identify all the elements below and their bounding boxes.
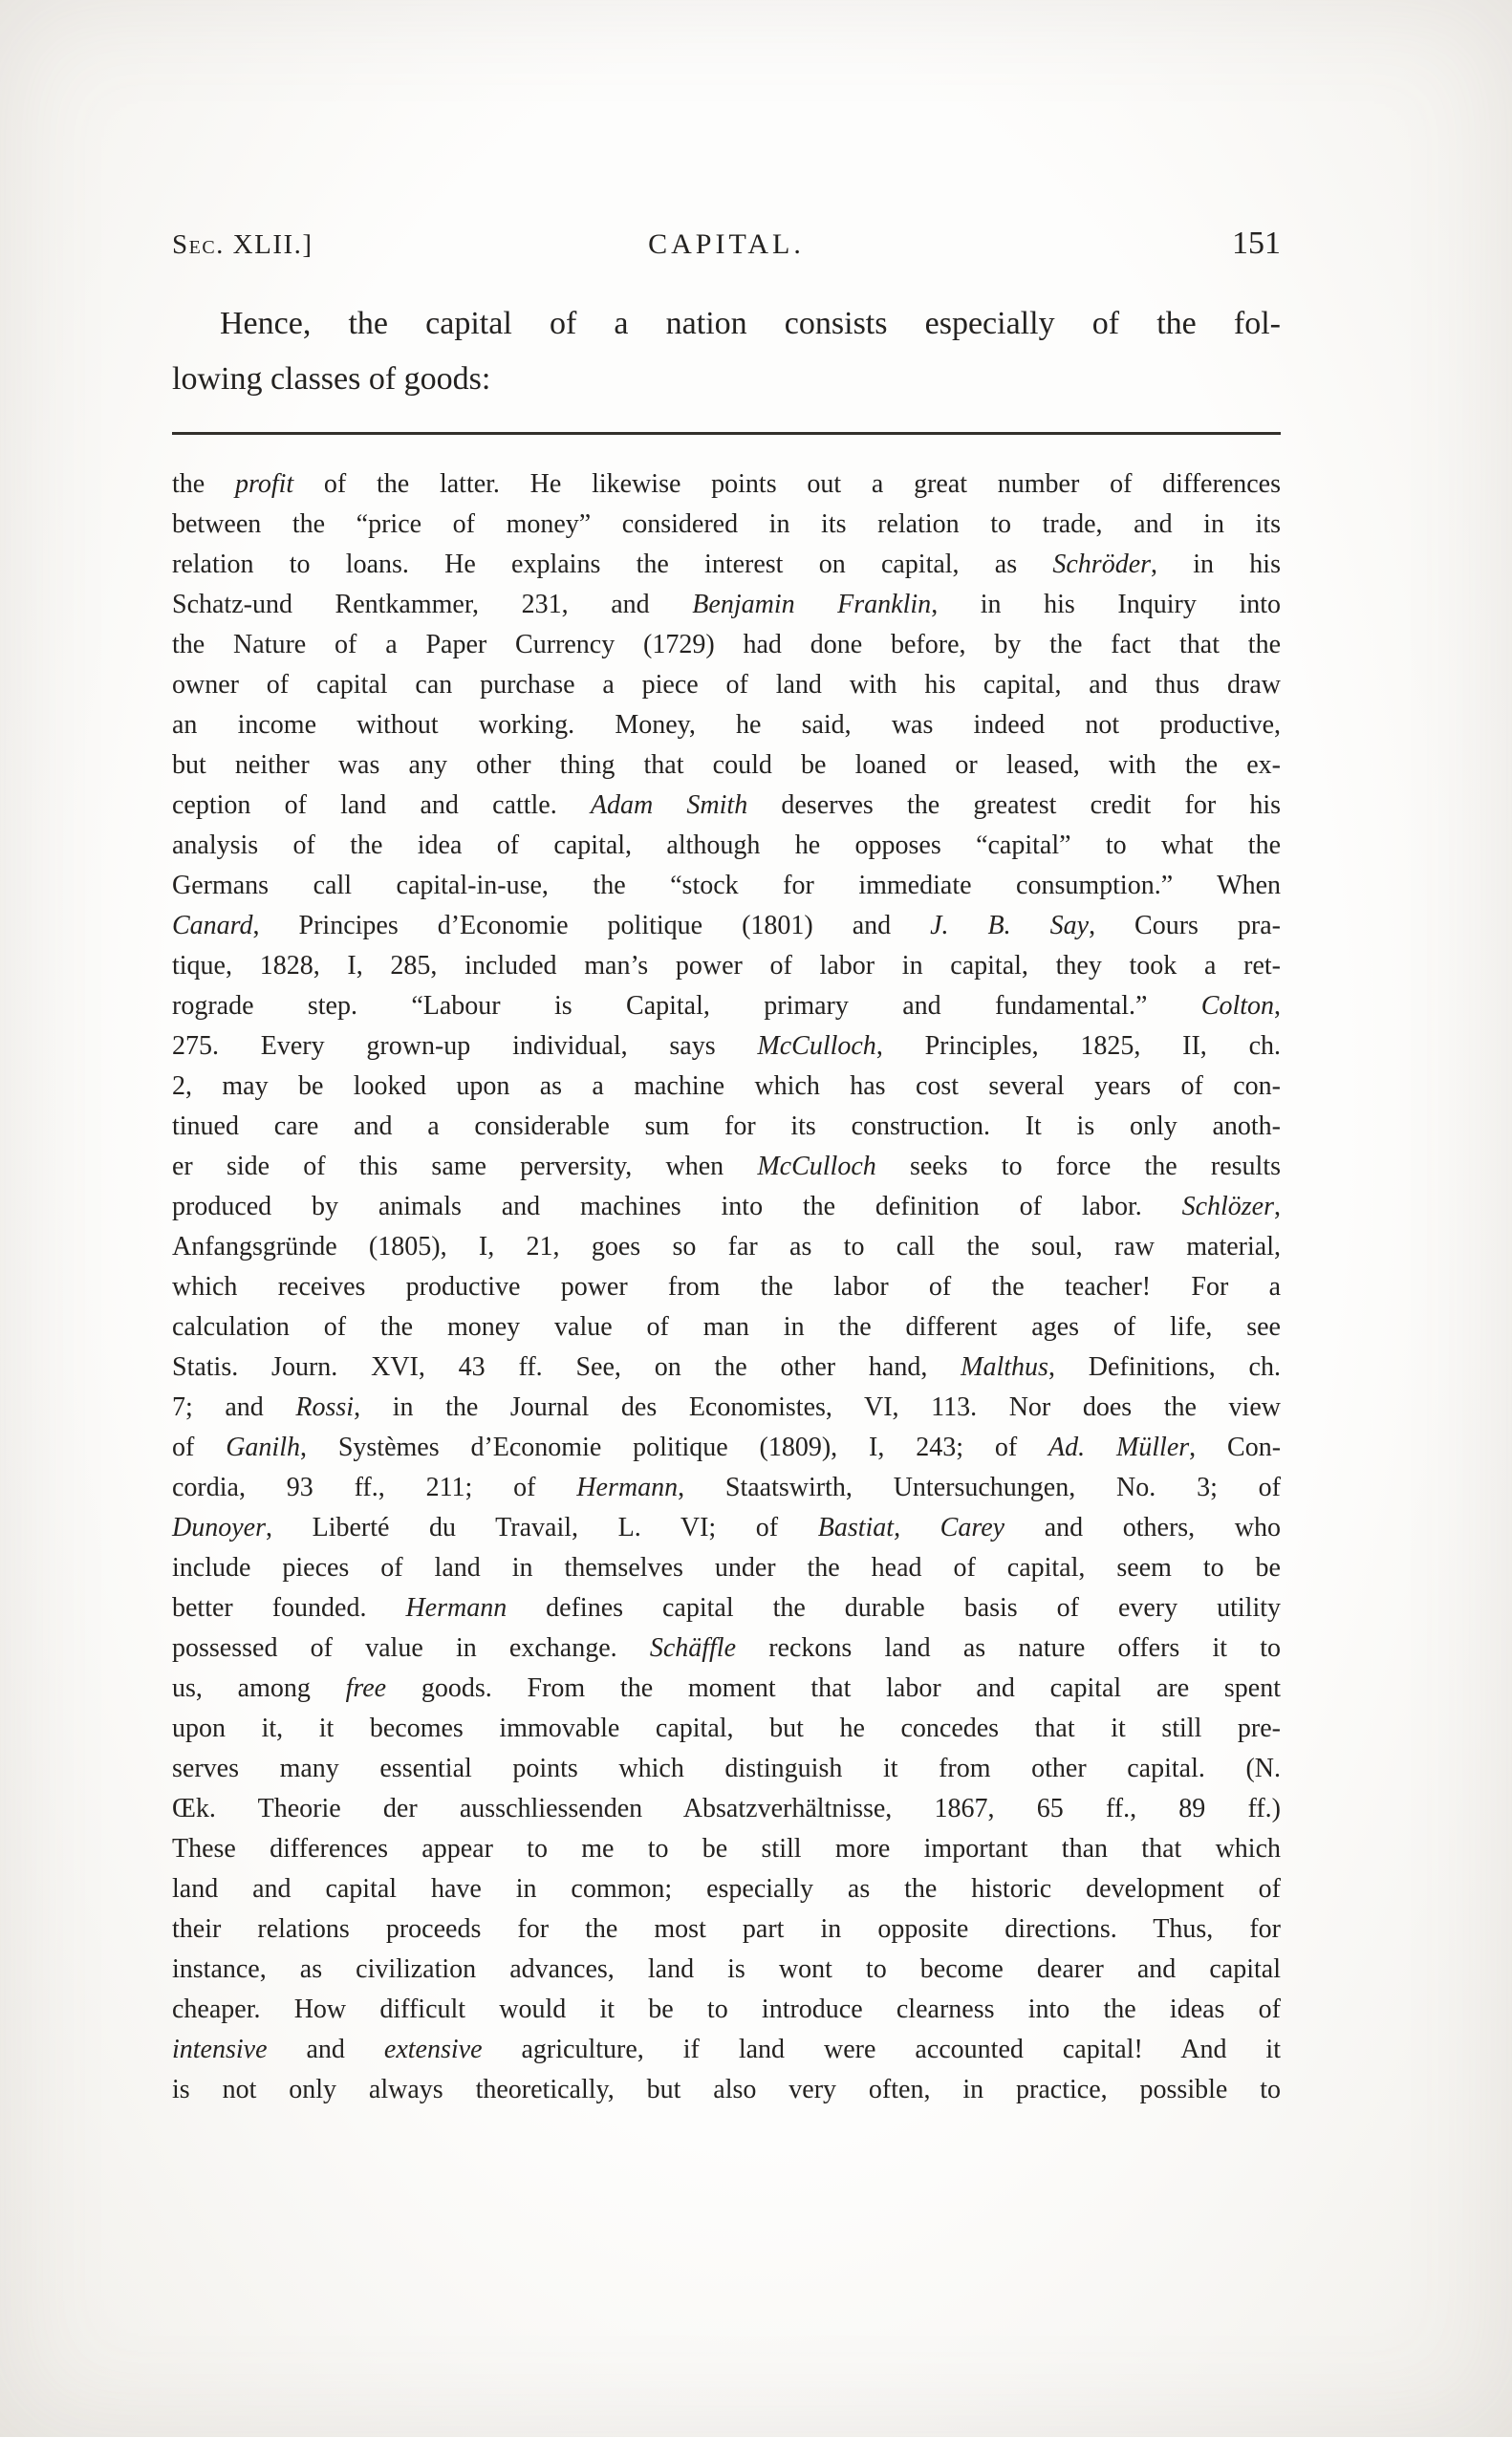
footnote-italic-segment: extensive [383,2035,483,2064]
footnote-line [172,1709,1281,1749]
footnote-italic-segment: J. B. Say [930,911,1090,940]
footnote-italic-segment: Schlözer [1181,1192,1274,1221]
footnote-text-segment: 275. Every grown-up individual, says [172,1031,758,1061]
footnote-text-segment: calculation of the money value of man in the different ages of life, see [172,1312,1281,1342]
footnote-italic-segment: Hermann [405,1593,508,1623]
footnote-line [172,1669,1281,1709]
footnote-text-segment: , Liberté du Travail, L. VI; of [265,1513,818,1542]
main-paragraph [172,296,1281,407]
footnote-text-segment: seeks to force the results [875,1152,1281,1181]
footnote-line [172,1869,1281,1909]
footnote-italic-segment: McCulloch [757,1152,876,1181]
footnote-italic-segment: Dunoyer [172,1513,266,1542]
footnote-line [172,1267,1281,1307]
footnote-italic-segment: McCulloch [757,1031,876,1061]
footnote-italic-segment: Ad. Müller [1048,1433,1190,1462]
footnote-line [172,665,1281,705]
footnote-text-segment: is not only always theoretically, but also very often, in practice, possible to [172,2075,1281,2104]
footnote-text-segment: land and capital have in common; especially as the historic development of [172,1874,1281,1904]
footnote-text-segment: between the “price of money” considered in its relation to trade, and in its [172,509,1281,539]
footnote-line [172,1307,1281,1348]
footnote-line [172,1227,1281,1267]
footnote-line [172,866,1281,906]
footnote-text-segment: er side of this same perversity, when [172,1152,758,1181]
paragraph-line: Hence, the capital of a nation consists especially of the fol- [220,306,1281,341]
footnote-text-segment: of the latter. He likewise points out a great number of differences [293,469,1281,499]
footnote-line [172,1990,1281,2030]
footnote-text-segment: relation to loans. He explains the interest on capital, as [172,550,1053,579]
footnote-text-segment: their relations proceeds for the most part in opposite directions. Thus, for [172,1914,1281,1944]
footnote-italic-segment: Malthus [961,1352,1048,1382]
footnote-line [172,1026,1281,1067]
footnote-text-segment: , in his [1151,550,1281,579]
footnote-line [172,464,1281,505]
footnote-text-segment: the Nature of a Paper Currency (1729) had done before, by the fact that the [172,630,1281,659]
footnote-text-segment: ception of land and cattle. [172,790,591,820]
footnote-italic-segment: Hermann [576,1473,679,1502]
footnote-line [172,1749,1281,1789]
footnote-line [172,1067,1281,1107]
footnote-line [172,906,1281,946]
footnote-line [172,946,1281,986]
footnote-text-segment: better founded. [172,1593,406,1623]
footnote-text-segment: These differences appear to me to be still more important than that which [172,1834,1281,1864]
footnote-text-segment: possessed of value in exchange. [172,1633,650,1663]
footnote-line [172,1428,1281,1468]
footnote-italic-segment: profit [234,469,294,499]
footnote-text-segment: which receives productive power from the labor of the teacher! For a [172,1272,1281,1302]
footnote-line [172,2070,1281,2110]
footnote-line [172,625,1281,665]
footnote-line [172,1548,1281,1588]
footnote-text-segment: Schatz-und Rentkammer, 231, and [172,590,693,619]
footnote-line [172,786,1281,826]
page-number: 151 [1232,226,1281,261]
footnote-text-segment: tique, 1828, I, 285, included man’s power of labor in capital, they took a ret- [172,951,1281,981]
footnote-text-segment: and [267,2035,384,2064]
footnote-text-segment: an income without working. Money, he said, was indeed not productive, [172,710,1281,740]
footnote-text-segment: rograde step. “Labour is Capital, primary and fundamental.” [172,991,1201,1021]
footnote-text-segment: instance, as civilization advances, land is wont to become dearer and capital [172,1954,1281,1984]
footnote-line [172,1147,1281,1187]
footnote-line [172,1588,1281,1628]
footnote-italic-segment: Schäffle [649,1633,737,1663]
footnote-text-segment: reckons land as nature offers it to [736,1633,1281,1663]
footnote-line [172,1950,1281,1990]
footnote-text-segment: tinued care and a considerable sum for its construction. It is only anoth- [172,1111,1281,1141]
footnote-line [172,585,1281,625]
footnote-text-segment: Anfangsgründe (1805), I, 21, goes so far as to call the soul, raw material, [172,1232,1281,1262]
footnote-text-segment: , Definitions, ch. [1048,1352,1281,1382]
footnote-line [172,705,1281,745]
footnote-text-segment: , Staatswirth, Untersuchungen, No. 3; of [678,1473,1281,1502]
footnote-line [172,1909,1281,1950]
footnote-text-segment: 7; and [172,1392,296,1422]
footnote-line [172,1789,1281,1829]
footnote-italic-segment: intensive [172,2035,268,2064]
footnote-text-segment: Œk. Theorie der ausschliessenden Absatzverhältnisse, 1867, 65 ff., 89 ff.) [172,1794,1281,1823]
footnote-text-segment: owner of capital can purchase a piece of land with his capital, and thus draw [172,670,1281,700]
footnote-text-segment: , in the Journal des Economistes, VI, 113. Nor does the view [354,1392,1281,1422]
footnote-line [172,986,1281,1026]
footnote-text-segment: , Principles, 1825, II, ch. [875,1031,1281,1061]
paragraph-line: lowing classes of goods: [172,361,491,397]
footnote-text-segment: analysis of the idea of capital, although he opposes “capital” to what the [172,830,1281,860]
page-header [172,226,1281,262]
footnote-text-segment: , Principes d’Economie politique (1801) and [252,911,931,940]
footnote-text-segment: , Cours pra- [1089,911,1282,940]
footnote-text-segment: of [172,1433,227,1462]
footnote-text-segment: cordia, 93 ff., 211; of [172,1473,577,1502]
footnote-line [172,1187,1281,1227]
footnote-text-segment: the [172,469,235,499]
footnote-line [172,1388,1281,1428]
footnote-text-segment: , in his Inquiry into [931,590,1282,619]
footnote-line [172,505,1281,545]
running-title: CAPITAL. [648,228,805,260]
footnote-line [172,1468,1281,1508]
footnote-line [172,1348,1281,1388]
footnote-line [172,1107,1281,1147]
footnote-line [172,1829,1281,1869]
footnote-italic-segment: free [345,1673,387,1703]
footnote-text-segment: include pieces of land in themselves under the head of capital, seem to be [172,1553,1281,1583]
footnote-text-segment: serves many essential points which distinguish it from other capital. (N. [172,1754,1281,1783]
footnote-text-segment: , Systèmes d’Economie politique (1809), I, 243; of [299,1433,1048,1462]
footnote-text-segment: defines capital the durable basis of every utility [507,1593,1281,1623]
footnote-text [172,464,1281,2110]
footnote-line [172,2030,1281,2070]
footnote-text-segment: Germans call capital-in-use, the “stock for immediate consumption.” When [172,871,1281,900]
footnote-text-segment: deserves the greatest credit for his [747,790,1282,820]
footnote-text-segment: , [1274,991,1281,1021]
footnote-text-segment: Statis. Journ. XVI, 43 ff. See, on the other hand, [172,1352,961,1382]
footnote-line [172,826,1281,866]
footnote-italic-segment: Colton [1200,991,1274,1021]
footnote-italic-segment: Rossi [295,1392,355,1422]
footnote-text-segment: but neither was any other thing that could be loaned or leased, with the ex- [172,750,1281,780]
footnote-text-segment: 2, may be looked upon as a machine which has cost several years of con- [172,1071,1281,1101]
footnote-text-segment: goods. From the moment that labor and capital are spent [386,1673,1281,1703]
footnote-italic-segment: Schröder [1052,550,1152,579]
footnote-line [172,545,1281,585]
footnote-text-segment: upon it, it becomes immovable capital, but he concedes that it still pre- [172,1714,1281,1743]
footnote-italic-segment: Canard [172,911,253,940]
footnote-rule [172,432,1281,435]
footnote-text-segment: cheaper. How difficult would it be to introduce clearness into the ideas of [172,1995,1281,2024]
footnote-italic-segment: Bastiat, Carey [817,1513,1005,1542]
footnote-text-segment: and others, who [1004,1513,1281,1542]
footnote-line [172,745,1281,786]
footnote-line [172,1628,1281,1669]
footnote-italic-segment: Adam Smith [590,790,748,820]
footnote-line [172,1508,1281,1548]
footnote-text-segment: , Con- [1189,1433,1282,1462]
footnote-text-segment: produced by animals and machines into the definition of labor. [172,1192,1182,1221]
section-label: Sec. XLII.] [172,229,313,260]
footnote-text-segment: us, among [172,1673,346,1703]
footnote-italic-segment: Ganilh [226,1433,300,1462]
footnote-text-segment: agriculture, if land were accounted capital! And it [482,2035,1281,2064]
footnote-italic-segment: Benjamin Franklin [692,590,932,619]
footnote-text-segment: , [1274,1192,1281,1221]
